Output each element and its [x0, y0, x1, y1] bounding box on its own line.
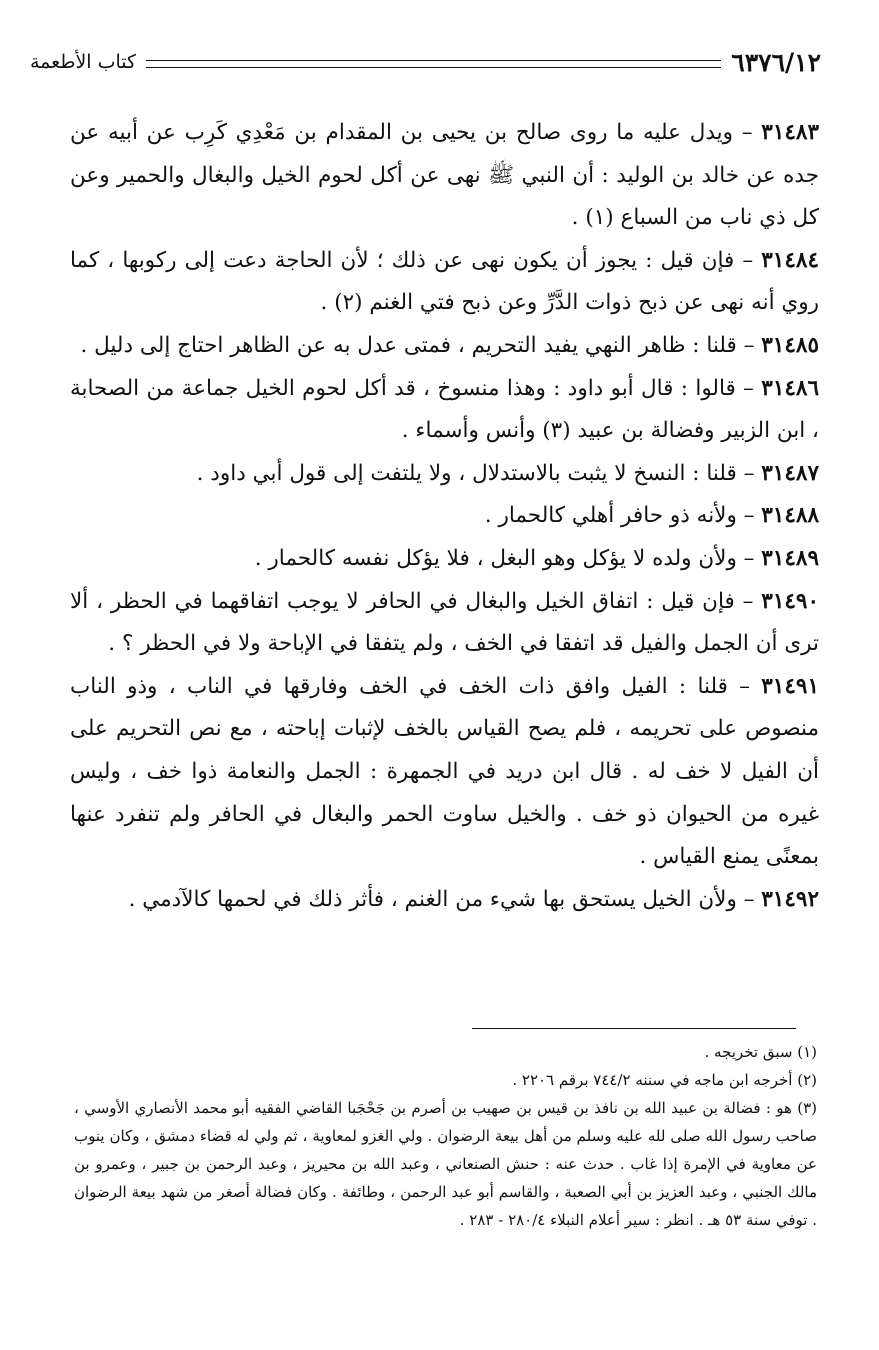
paragraph-number: ٣١٤٨٣	[761, 120, 820, 145]
paragraph: ٣١٤٨٨ – ولأنه ذو حافر أهلي كالحمار .	[484, 503, 819, 529]
footnote-marker: (٣)	[797, 1099, 817, 1117]
paragraph-text: فإن قيل : اتفاق الخيل والبغال في الحافر لا يوجب اتفاقهما في الحظر ، ألا ترى أن الجمل والفيل قد اتفقا في الخف ، ولم يتفقا في الإباحة ولا في الحظر ؟ .	[70, 588, 819, 657]
footnote-text: أخرجه ابن ماجه في سننه ٧٤٤/٢ برقم ٢٢٠٦ .	[512, 1071, 793, 1089]
book-title: كتاب الأطعمة	[30, 51, 137, 73]
footnote	[74, 1094, 817, 1234]
paragraph-number: ٣١٤٩٠	[761, 588, 820, 614]
paragraph: ٣١٤٨٥ – قلنا : ظاهر النهي يفيد التحريم ، فمتى عدل به عن الظاهر احتاج إلى دليل .	[80, 332, 819, 358]
paragraph-text: قلنا : الفيل وافق ذات الخف في الخف وفارقها في الناب ، وذو الناب منصوص على تحريمه ، فلم يصح القياس بالخف لإثبات إباحته ، مع نص التحريم على أن الفيل لا خف له . قال ابن دريد في الجمهرة : الجمل والنعامة ذوا خف ، وليس غيره من الحيوان ذو خف . والخيل ساوت الحمر والبغال في الحافر ولم تنفرد عنها بمعنًى يمنع القياس .	[70, 673, 819, 870]
paragraph-text: ويدل عليه ما روى صالح بن يحيى بن المقدام بن مَعْدِي كَرِب عن أبيه عن جده عن خالد بن الوليد : أن النبي ﷺ نهى عن أكل لحوم الخيل والبغال والحمير وعن كل ذي ناب من السباع (١) .	[70, 120, 819, 231]
header-rule	[146, 60, 721, 68]
page-number: ٦٣٧٦/١٢	[731, 47, 821, 77]
paragraph-text: ولأن الخيل يستحق بها شيء من الغنم ، فأثر ذلك في لحمها كالآدمي .	[128, 886, 737, 912]
footnotes	[74, 1038, 817, 1234]
paragraph-text: ولأنه ذو حافر أهلي كالحمار .	[484, 503, 737, 529]
paragraph-number: ٣١٤٨٦	[761, 375, 820, 401]
paragraph-number: ٣١٤٨٨	[761, 503, 819, 529]
paragraph-number: ٣١٤٩٢	[761, 886, 819, 912]
paragraph: ٣١٤٩٢ – ولأن الخيل يستحق بها شيء من الغنم ، فأثر ذلك في لحمها كالآدمي .	[128, 886, 819, 912]
paragraph: ٣١٤٨٧ – قلنا : النسخ لا يثبت بالاستدلال ، ولا يلتفت إلى قول أبي داود .	[196, 460, 819, 486]
paragraph-number: ٣١٤٩١	[761, 673, 819, 699]
footnote	[74, 1038, 817, 1066]
main-text	[70, 112, 819, 921]
paragraph-text: قلنا : النسخ لا يثبت بالاستدلال ، ولا يلتفت إلى قول أبي داود .	[196, 460, 737, 486]
paragraph-text: قالوا : قال أبو داود : وهذا منسوخ ، قد أكل لحوم الخيل جماعة من الصحابة ، ابن الزبير وفضالة بن عبيد (٣) وأنس وأسماء .	[70, 375, 819, 444]
paragraph: ٣١٤٨٣ – ويدل عليه ما روى صالح بن يحيى بن المقدام بن مَعْدِي كَرِب عن أبيه عن جده عن خالد بن الوليد : أن النبي ﷺ نهى عن أكل لحوم الخيل والبغال والحمير وعن كل ذي ناب من السباع (١) .	[70, 120, 820, 231]
paragraph: ٣١٤٨٦ – قالوا : قال أبو داود : وهذا منسوخ ، قد أكل لحوم الخيل جماعة من الصحابة ، ابن الزبير وفضالة بن عبيد (٣) وأنس وأسماء .	[70, 375, 820, 444]
paragraph-number: ٣١٤٨٤	[761, 247, 819, 273]
footnote-text: سبق تخريجه .	[704, 1043, 793, 1061]
footnote-text: هو : فضالة بن عبيد الله بن نافذ بن قيس بن صهيب بن أصرم بن جَحْجَبا القاضي الفقيه أبو محمد الأنصاري الأوسي ، صاحب رسول الله صلى لله عليه وسلم من أهل بيعة الرضوان . ولي الغزو لمعاوية ، ثم ولي له قضاء دمشق ، وكان ينوب عن معاوية في الإمرة إذا غاب . حدث عنه : حنش الصنعاني ، وعبد الله بن محيريز ، وعبد الرحمن بن جبير ، وعمرو بن مالك الجنبي ، وعبد العزيز بن أبي الصعبة ، والقاسم أبو عبد الرحمن ، وطائفة . وكان فضالة أصغر من شهد بيعة الرضوان . توفي سنة ٥٣ هـ . انظر : سير أعلام النبلاء ٢٨٠/٤ - ٢٨٣ .	[74, 1099, 817, 1229]
paragraph: ٣١٤٨٤ – فإن قيل : يجوز أن يكون نهى عن ذلك ؛ لأن الحاجة دعت إلى ركوبها ، كما روي أنه نهى عن ذبح ذوات الدَّرِّ وعن ذبح فتي الغنم (٢) .	[70, 247, 819, 316]
footnote	[74, 1066, 817, 1094]
paragraph-text: فإن قيل : يجوز أن يكون نهى عن ذلك ؛ لأن الحاجة دعت إلى ركوبها ، كما روي أنه نهى عن ذبح ذوات الدَّرِّ وعن ذبح فتي الغنم (٢) .	[70, 247, 819, 316]
paragraph-number: ٣١٤٨٧	[761, 460, 819, 486]
paragraph-number: ٣١٤٨٥	[761, 332, 819, 358]
footnote-marker: (٢)	[797, 1071, 817, 1089]
paragraph-number: ٣١٤٨٩	[761, 545, 819, 571]
page-header	[30, 42, 821, 82]
footnote-separator	[472, 1028, 796, 1029]
paragraph: ٣١٤٩٠ – فإن قيل : اتفاق الخيل والبغال في الحافر لا يوجب اتفاقهما في الحظر ، ألا ترى أن الجمل والفيل قد اتفقا في الخف ، ولم يتفقا في الإباحة ولا في الحظر ؟ .	[70, 588, 820, 657]
paragraph: ٣١٤٨٩ – ولأن ولده لا يؤكل وهو البغل ، فلا يؤكل نفسه كالحمار .	[254, 545, 819, 571]
footnote-marker: (١)	[797, 1043, 817, 1061]
paragraph: ٣١٤٩١ – قلنا : الفيل وافق ذات الخف في الخف وفارقها في الناب ، وذو الناب منصوص على تحريمه ، فلم يصح القياس بالخف لإثبات إباحته ، مع نص التحريم على أن الفيل لا خف له . قال ابن دريد في الجمهرة : الجمل والنعامة ذوا خف ، وليس غيره من الحيوان ذو خف . والخيل ساوت الحمر والبغال في الحافر ولم تنفرد عنها بمعنًى يمنع القياس .	[70, 673, 819, 870]
paragraph-text: قلنا : ظاهر النهي يفيد التحريم ، فمتى عدل به عن الظاهر احتاج إلى دليل .	[80, 332, 737, 358]
paragraph-text: ولأن ولده لا يؤكل وهو البغل ، فلا يؤكل نفسه كالحمار .	[254, 545, 737, 571]
